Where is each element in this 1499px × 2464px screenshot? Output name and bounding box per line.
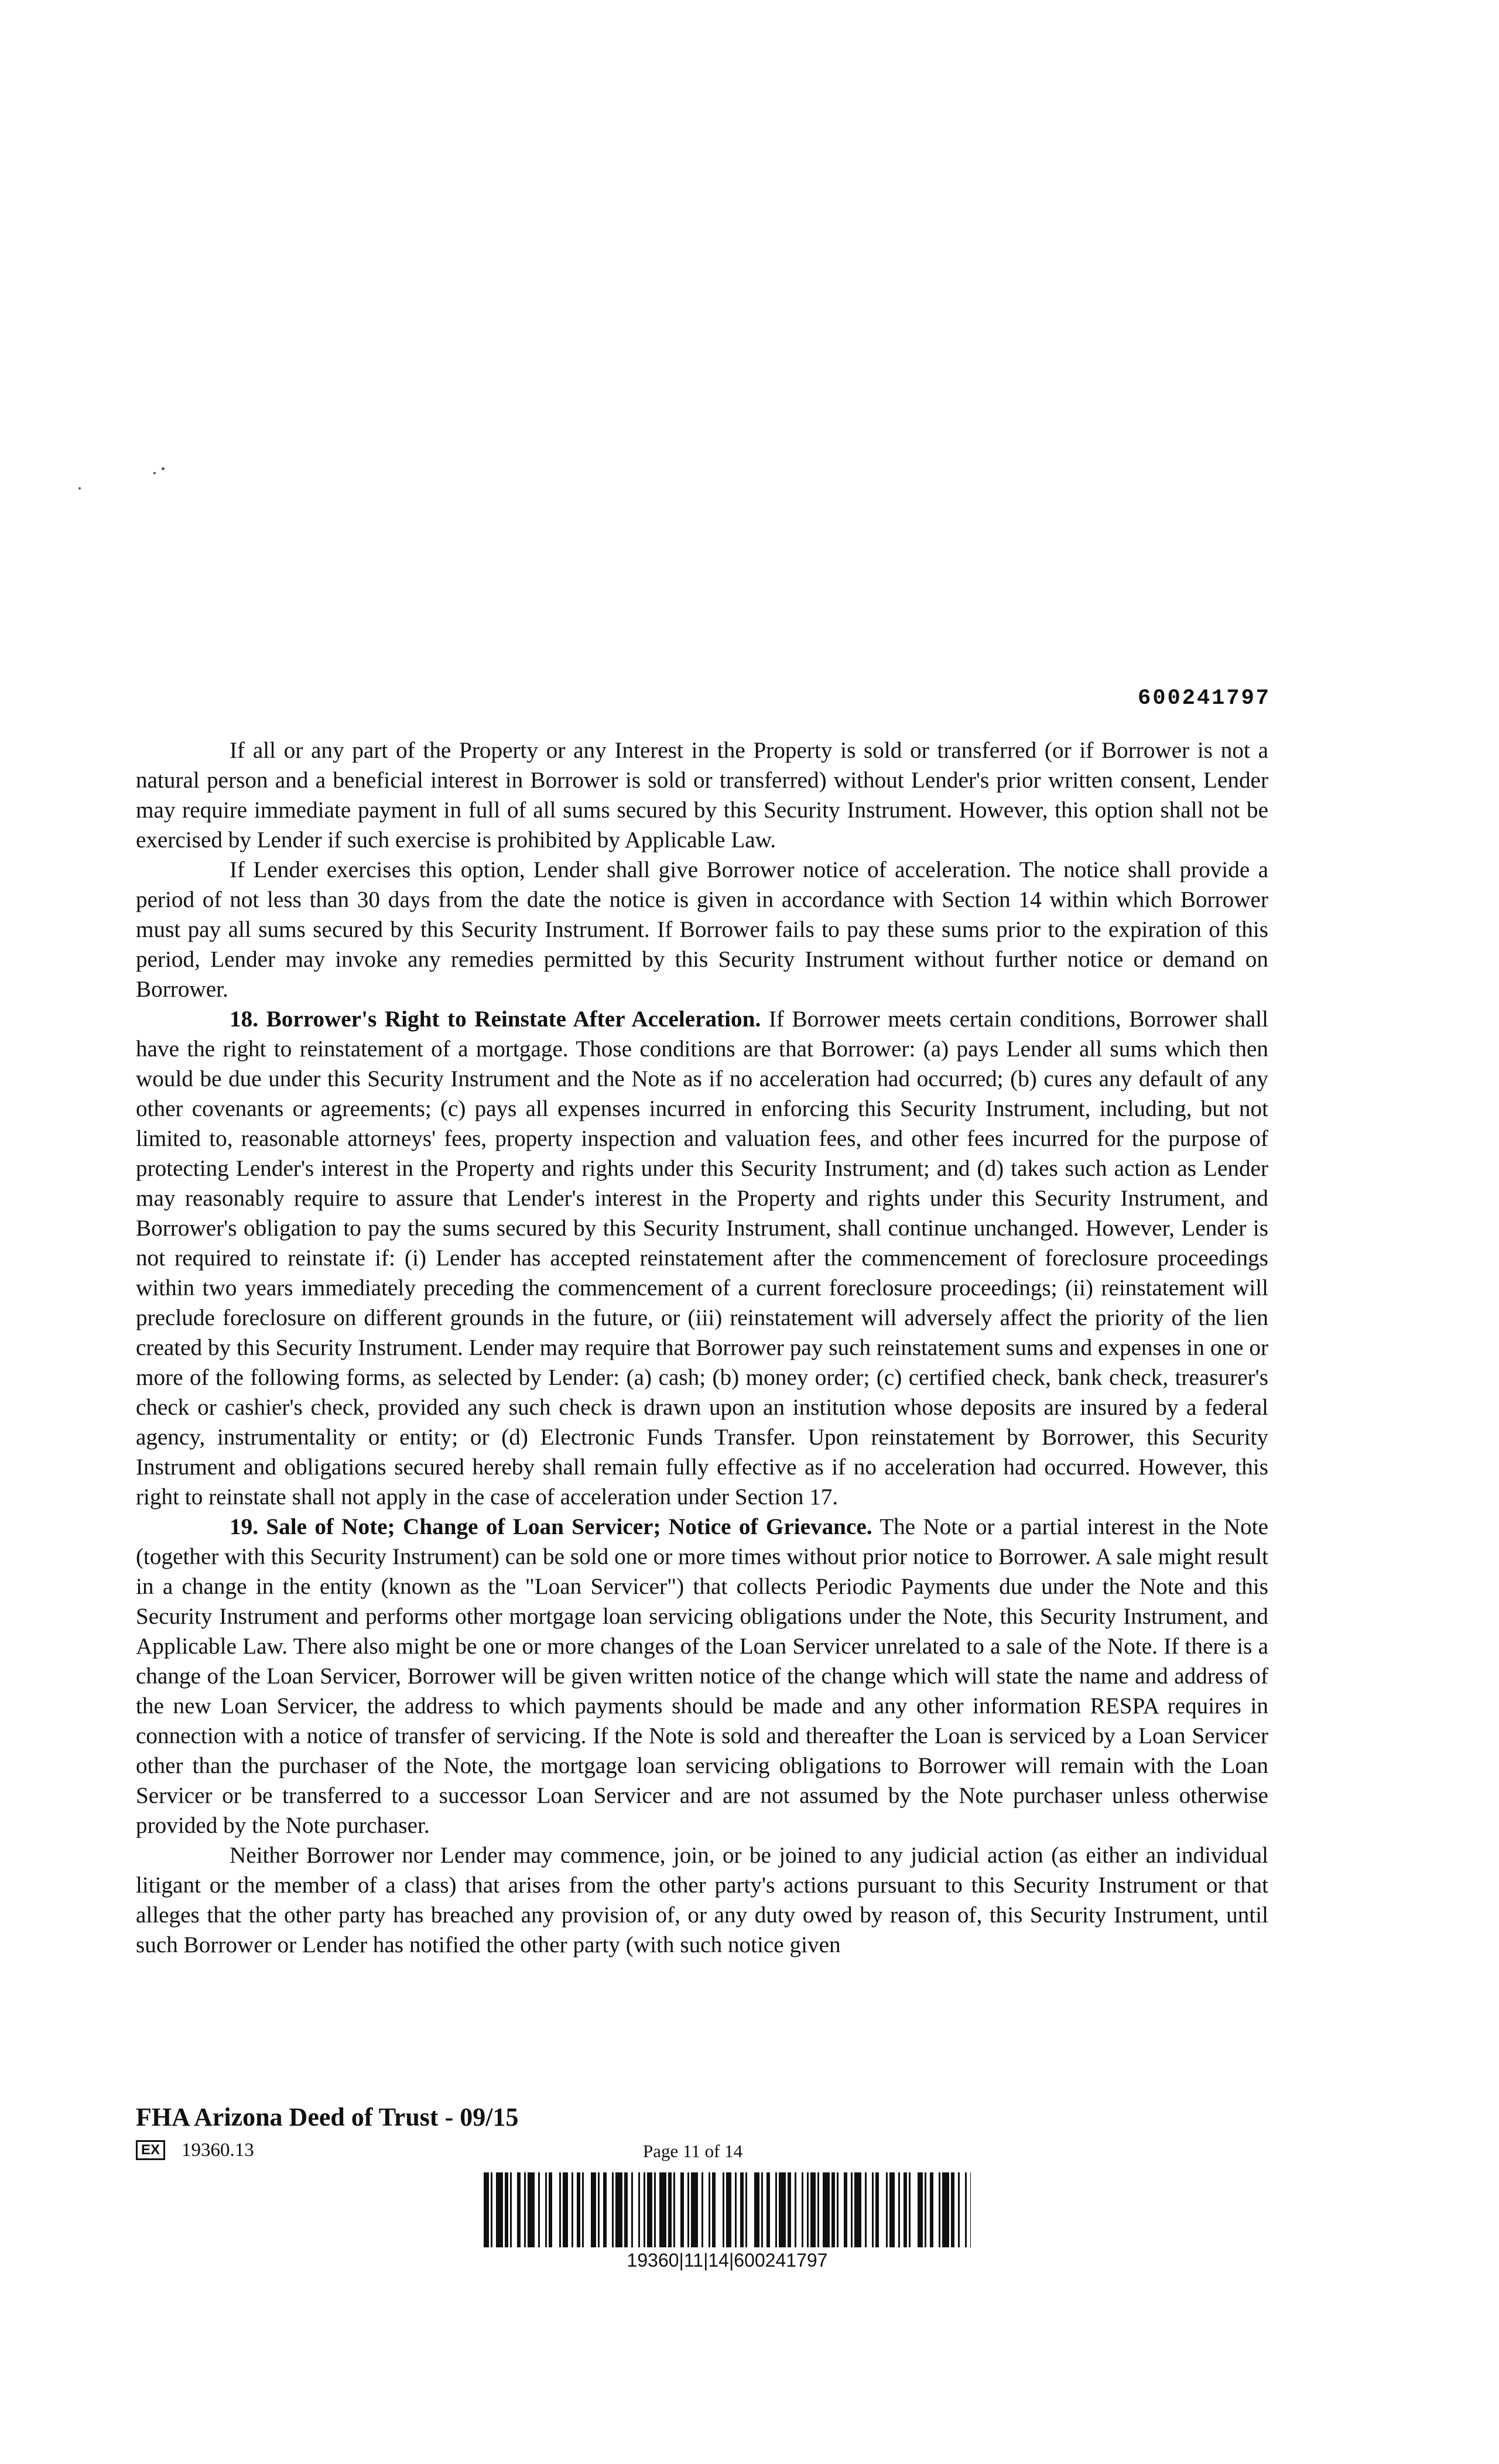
section-heading: 18. Borrower's Right to Reinstate After Acceleration. xyxy=(230,1007,761,1032)
scan-speck xyxy=(162,467,165,470)
section-text: The Note or a partial interest in the Note (together with this Security Instrument) can be sold one or more times without prior notice to Borrower. A sale might result in a change in the entity (known as the "Loan Servicer") that collects Periodic Payments due under the Note and this Security Instrument and performs other mortgage loan servicing obligations under the Note, this Security Instrument, and Applicable Law. There also might be one or more changes of the Loan Servicer unrelated to a sale of the Note. If there is a change of the Loan Servicer, Borrower will be given written notice of the change which will state the name and address of the new Loan Servicer, the address to which payments should be made and any other information RESPA requires in connection with a notice of transfer of servicing. If the Note is sold and thereafter the Loan is serviced by a Loan Servicer other than the purchaser of the Note, the mortgage loan servicing obligations to Borrower will remain with the Loan Servicer or be transferred to a successor Loan Servicer and are not assumed by the Note purchaser unless otherwise provided by the Note purchaser. xyxy=(136,1514,1268,1838)
loan-number: 600241797 xyxy=(1138,686,1271,711)
paragraph: If Lender exercises this option, Lender shall give Borrower notice of acceleration. The notice shall provide a period of not less than 30 days from the date the notice is given in accordance with Section 14 within which Borrower must pay all sums secured by this Security Instrument. If Borrower fails to pay these sums prior to the expiration of this period, Lender may invoke any remedies permitted by this Security Instrument without further notice or demand on Borrower. xyxy=(136,857,1268,1002)
section-text: If Borrower meets certain conditions, Borrower shall have the right to reinstatement of a mortgage. Those conditions are that Borrower: (a) pays Lender all sums which then would be due under this Security Instrument and the Note as if no acceleration had occurred; (b) cures any default of any other covenants or agreements; (c) pays all expenses incurred in enforcing this Security Instrument, including, but not limited to, reasonable attorneys' fees, property inspection and valuation fees, and other fees incurred for the purpose of protecting Lender's interest in the Property and rights under this Security Instrument; and (d) takes such action as Lender may reasonably require to assure that Lender's interest in the Property and rights under this Security Instrument, and Borrower's obligation to pay the sums secured by this Security Instrument, shall continue unchanged. However, Lender is not required to reinstate if: (i) Lender has accepted reinstatement after the commencement of foreclosure proceedings within two years immediately preceding the commencement of a current foreclosure proceedings; (ii) reinstatement will preclude foreclosure on different grounds in the future, or (iii) reinstatement will adversely affect the priority of the lien created by this Security Instrument. Lender may require that Borrower pay such reinstatement sums and expenses in one or more of the following forms, as selected by Lender: (a) cash; (b) money order; (c) certified check, bank check, treasurer's check or cashier's check, provided any such check is drawn upon an institution whose deposits are insured by a federal agency, instrumentality or entity; or (d) Electronic Funds Transfer. Upon reinstatement by Borrower, this Security Instrument and obligations secured hereby shall remain fully effective as if no acceleration had occurred. However, this right to reinstate shall not apply in the case of acceleration under Section 17. xyxy=(136,1007,1268,1510)
scan-speck xyxy=(153,472,156,474)
paragraph: Neither Borrower nor Lender may commence, join, or be joined to any judicial action (as either an individual litigant or the member of a class) that arises from the other party's actions pursuant to this Security Instrument or that alleges that the other party has breached any provision of, or any duty owed by reason of, this Security Instrument, until such Borrower or Lender has notified the other party (with such notice given xyxy=(136,1843,1268,1957)
barcode-icon xyxy=(484,2172,971,2247)
document-body xyxy=(136,735,1268,1960)
form-number: 19360.13 xyxy=(182,2139,254,2161)
section-18 xyxy=(136,1004,1268,1512)
page-number: Page 11 of 14 xyxy=(643,2141,743,2161)
section-19 xyxy=(136,1512,1268,1840)
form-id-row xyxy=(136,2138,254,2161)
form-title: FHA Arizona Deed of Trust - 09/15 xyxy=(136,2103,519,2131)
barcode-text: 19360|11|14|600241797 xyxy=(627,2250,828,2271)
ex-logo-icon: EX xyxy=(136,2140,165,2160)
scan-speck xyxy=(78,487,81,490)
paragraph: If all or any part of the Property or any Interest in the Property is sold or transferred (or if Borrower is not a natural person and a beneficial interest in Borrower is sold or transferred) without Lender's prior written consent, Lender may require immediate payment in full of all sums secured by this Security Instrument. However, this option shall not be exercised by Lender if such exercise is prohibited by Applicable Law. xyxy=(136,738,1268,853)
section-heading: 19. Sale of Note; Change of Loan Servicer; Notice of Grievance. xyxy=(230,1514,872,1539)
